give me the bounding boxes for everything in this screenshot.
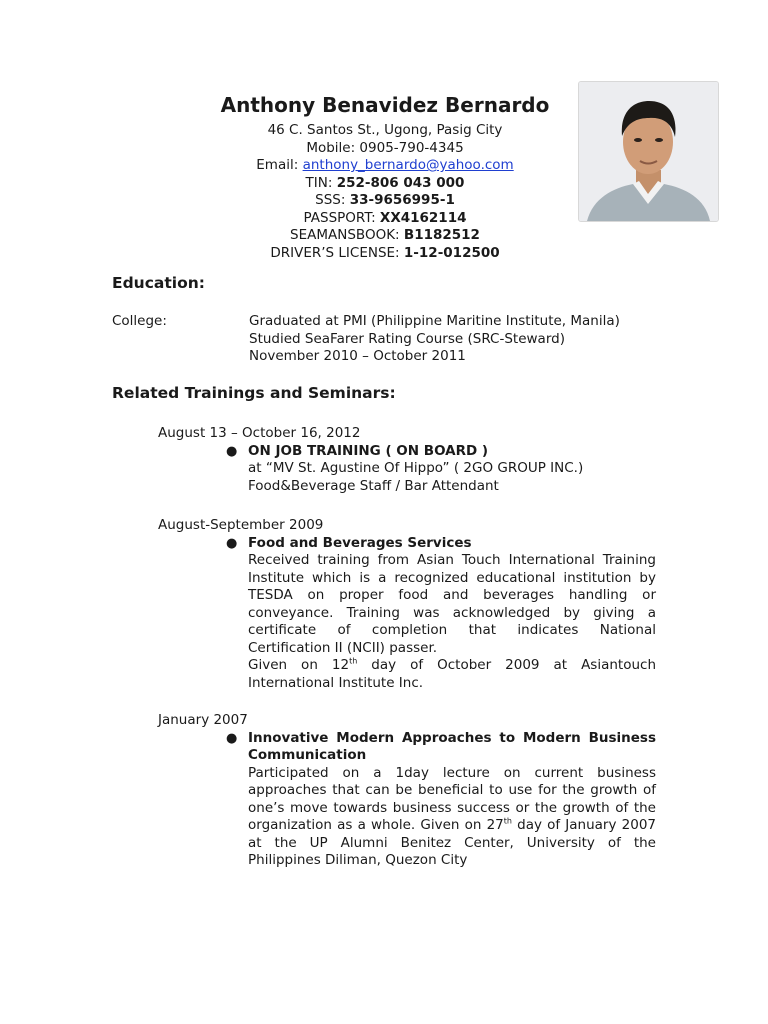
- education-heading: Education:: [112, 274, 205, 292]
- seamansbook: [150, 227, 620, 245]
- applicant-photo: [578, 81, 719, 222]
- seamansbook-value: B1182512: [403, 227, 480, 243]
- email-line: [150, 157, 620, 175]
- training-item: [158, 535, 656, 693]
- passport-value: XX4162114: [379, 209, 467, 226]
- bullet-icon: ●: [226, 535, 238, 551]
- mobile: Mobile: 0905-790-4345: [306, 139, 464, 156]
- given-ordinal: th: [349, 656, 358, 666]
- education-line: Graduated at PMI (Philippine Maritine Institute, Manila): [249, 313, 620, 329]
- contact-header: [150, 92, 620, 262]
- education-line: Studied SeaFarer Rating Course (SRC-Steward): [249, 330, 565, 347]
- drivers-license-label: DRIVER’S LICENSE:: [270, 244, 404, 261]
- college-label: College:: [112, 313, 167, 329]
- training-title: Food and Beverages Services: [248, 534, 472, 551]
- education-line: November 2010 – October 2011: [249, 348, 466, 364]
- training-description: [248, 765, 656, 870]
- drivers-license: [150, 245, 620, 263]
- training-item: [158, 443, 656, 496]
- description-prefix: Participated on a 1day lecture on current business approaches that can be beneficial to use for the growth of one’s move towards business success or the growth of the organization as a whole. Given on 27: [248, 764, 656, 833]
- training-date: January 2007: [158, 712, 248, 728]
- training-title: Innovative Modern Approaches to Modern Business Communication: [248, 729, 656, 763]
- portrait-image: [579, 82, 718, 221]
- email-link[interactable]: anthony_bernardo@yahoo.com: [302, 157, 514, 173]
- drivers-license-value: 1-12-012500: [403, 244, 500, 261]
- sss-label: SSS:: [315, 192, 350, 208]
- bullet-icon: ●: [226, 443, 238, 459]
- sss: [150, 192, 620, 210]
- training-date: August 13 – October 16, 2012: [158, 425, 361, 441]
- description-suffix: day of January 2007 at the UP Alumni Benitez Center, University of the Philippines Diliman, Quezon City: [248, 817, 656, 868]
- training-item: [158, 730, 656, 870]
- passport: [150, 210, 620, 228]
- training-entry-3: [158, 712, 656, 870]
- given-suffix: day of October 2009 at Asiantouch International Institute Inc.: [248, 657, 656, 691]
- training-given: [248, 657, 656, 692]
- sss-value: 33-9656995-1: [349, 192, 455, 208]
- training-entry-2: [158, 517, 656, 692]
- training-entry-1: [158, 425, 656, 495]
- applicant-name: Anthony Benavidez Bernardo: [220, 93, 550, 117]
- tin-value: 252-806 043 000: [336, 174, 465, 191]
- address: 46 C. Santos St., Ugong, Pasig City: [267, 122, 503, 138]
- college-details: [249, 313, 669, 366]
- training-description: Received training from Asian Touch International Training Institute which is a recognized educational institution by TESDA on proper food and beverages handling or conveyance. Training was acknowledged by giving a certificate of completion that indicates National Certification II (NCII) passer.: [248, 552, 656, 656]
- given-prefix: Given on 12: [248, 657, 350, 673]
- description-ordinal: th: [503, 816, 512, 826]
- training-date: August-September 2009: [158, 517, 324, 533]
- passport-label: PASSPORT:: [303, 209, 380, 226]
- bullet-icon: ●: [226, 730, 238, 746]
- seamansbook-label: SEAMANSBOOK:: [290, 227, 404, 243]
- tin-label: TIN:: [305, 174, 337, 191]
- email-label: Email:: [256, 157, 303, 173]
- training-line: Food&Beverage Staff / Bar Attendant: [248, 477, 499, 494]
- training-title: ON JOB TRAINING ( ON BOARD ): [248, 442, 489, 459]
- training-line: at “MV St. Agustine Of Hippo” ( 2GO GROUP INC.): [248, 460, 584, 476]
- trainings-heading: Related Trainings and Seminars:: [112, 384, 396, 402]
- tin: [150, 175, 620, 193]
